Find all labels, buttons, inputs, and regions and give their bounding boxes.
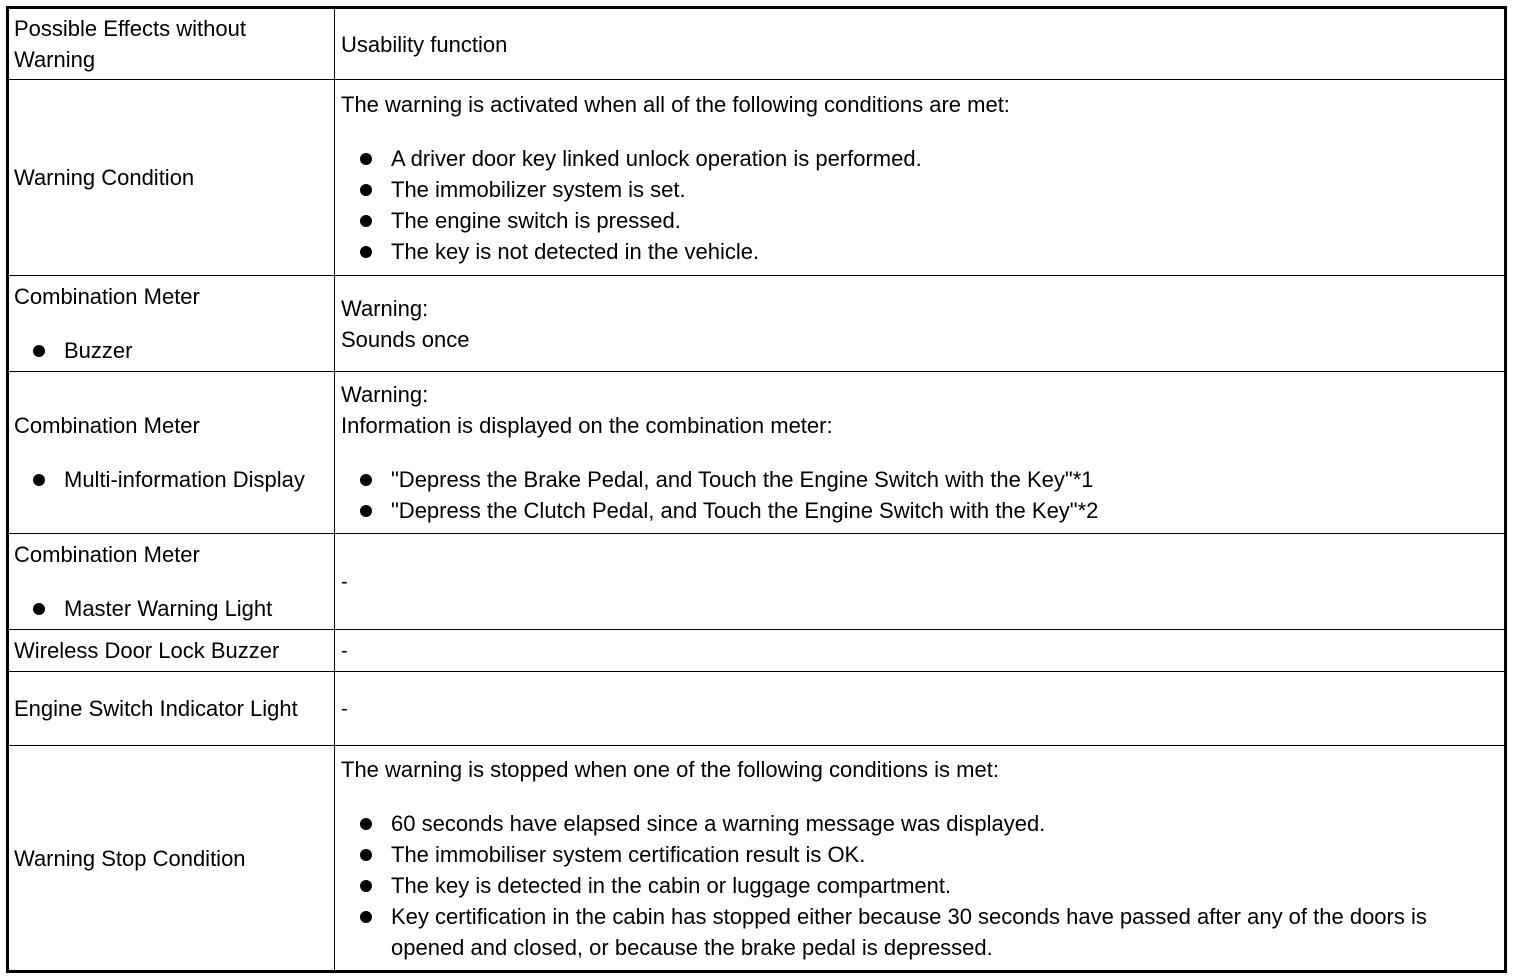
row-label: Combination Meter (14, 284, 200, 309)
row-combination-meter-master (8, 534, 1506, 630)
value-line: Sounds once (341, 326, 470, 352)
row-label: Possible Effects without Warning (14, 16, 246, 72)
stop-list (341, 808, 1486, 963)
value-cell (335, 630, 1506, 672)
row-value: - (341, 698, 348, 720)
row-sublabel: Buzzer (14, 335, 330, 366)
label-cell (8, 672, 335, 746)
list-item: The immobiliser system certification result is OK. (341, 839, 1486, 870)
value-cell (335, 80, 1506, 276)
value-cell (335, 276, 1506, 372)
value-line: Warning: (341, 382, 429, 407)
row-warning-condition (8, 80, 1506, 276)
label-cell (8, 534, 335, 630)
row-combination-meter-buzzer (8, 276, 1506, 372)
label-cell (8, 80, 335, 276)
list-item: 60 seconds have elapsed since a warning message was displayed. (341, 808, 1486, 839)
list-item: "Depress the Clutch Pedal, and Touch the Engine Switch with the Key"*2 (341, 495, 1486, 526)
row-possible-effects (8, 8, 1506, 80)
row-value: Usability function (341, 31, 508, 57)
value-cell (335, 8, 1506, 80)
condition-intro: The warning is activated when all of the following conditions are met: (341, 91, 1010, 117)
row-label: Combination Meter (14, 413, 200, 438)
label-cell (8, 372, 335, 534)
value-cell (335, 372, 1506, 534)
row-engine-switch-indicator (8, 672, 1506, 746)
row-value: - (341, 640, 348, 662)
list-item: The key is detected in the cabin or luggage compartment. (341, 870, 1486, 901)
row-warning-stop-condition (8, 746, 1506, 972)
label-cell (8, 8, 335, 80)
row-sublabel: Multi-information Display (14, 464, 330, 495)
condition-list (341, 143, 1486, 267)
row-label: Warning Condition (14, 165, 195, 190)
list-item: A driver door key linked unlock operation is performed. (341, 143, 1486, 174)
list-item: Key certification in the cabin has stopped either because 30 seconds have passed after any of the doors is opened and closed, or because the brake pedal is depressed. (341, 901, 1486, 963)
value-line: Information is displayed on the combination meter: (341, 413, 833, 438)
list-item: The engine switch is pressed. (341, 205, 1486, 236)
row-label: Engine Switch Indicator Light (14, 696, 298, 721)
stop-intro: The warning is stopped when one of the following conditions is met: (341, 756, 999, 782)
list-item: The key is not detected in the vehicle. (341, 236, 1486, 267)
row-value: - (341, 571, 348, 593)
label-cell (8, 746, 335, 972)
value-cell (335, 746, 1506, 972)
row-sublabel: Master Warning Light (14, 593, 330, 624)
list-item: The immobilizer system is set. (341, 174, 1486, 205)
row-label: Warning Stop Condition (14, 845, 246, 871)
label-cell (8, 630, 335, 672)
row-wireless-door-lock-buzzer (8, 630, 1506, 672)
label-cell (8, 276, 335, 372)
message-list (341, 464, 1486, 526)
warning-spec-table (6, 6, 1507, 973)
value-line: Warning: (341, 295, 429, 321)
value-cell (335, 672, 1506, 746)
row-label: Wireless Door Lock Buzzer (14, 638, 280, 663)
row-label: Combination Meter (14, 542, 200, 567)
value-cell (335, 534, 1506, 630)
list-item: "Depress the Brake Pedal, and Touch the Engine Switch with the Key"*1 (341, 464, 1486, 495)
row-combination-meter-mid (8, 372, 1506, 534)
